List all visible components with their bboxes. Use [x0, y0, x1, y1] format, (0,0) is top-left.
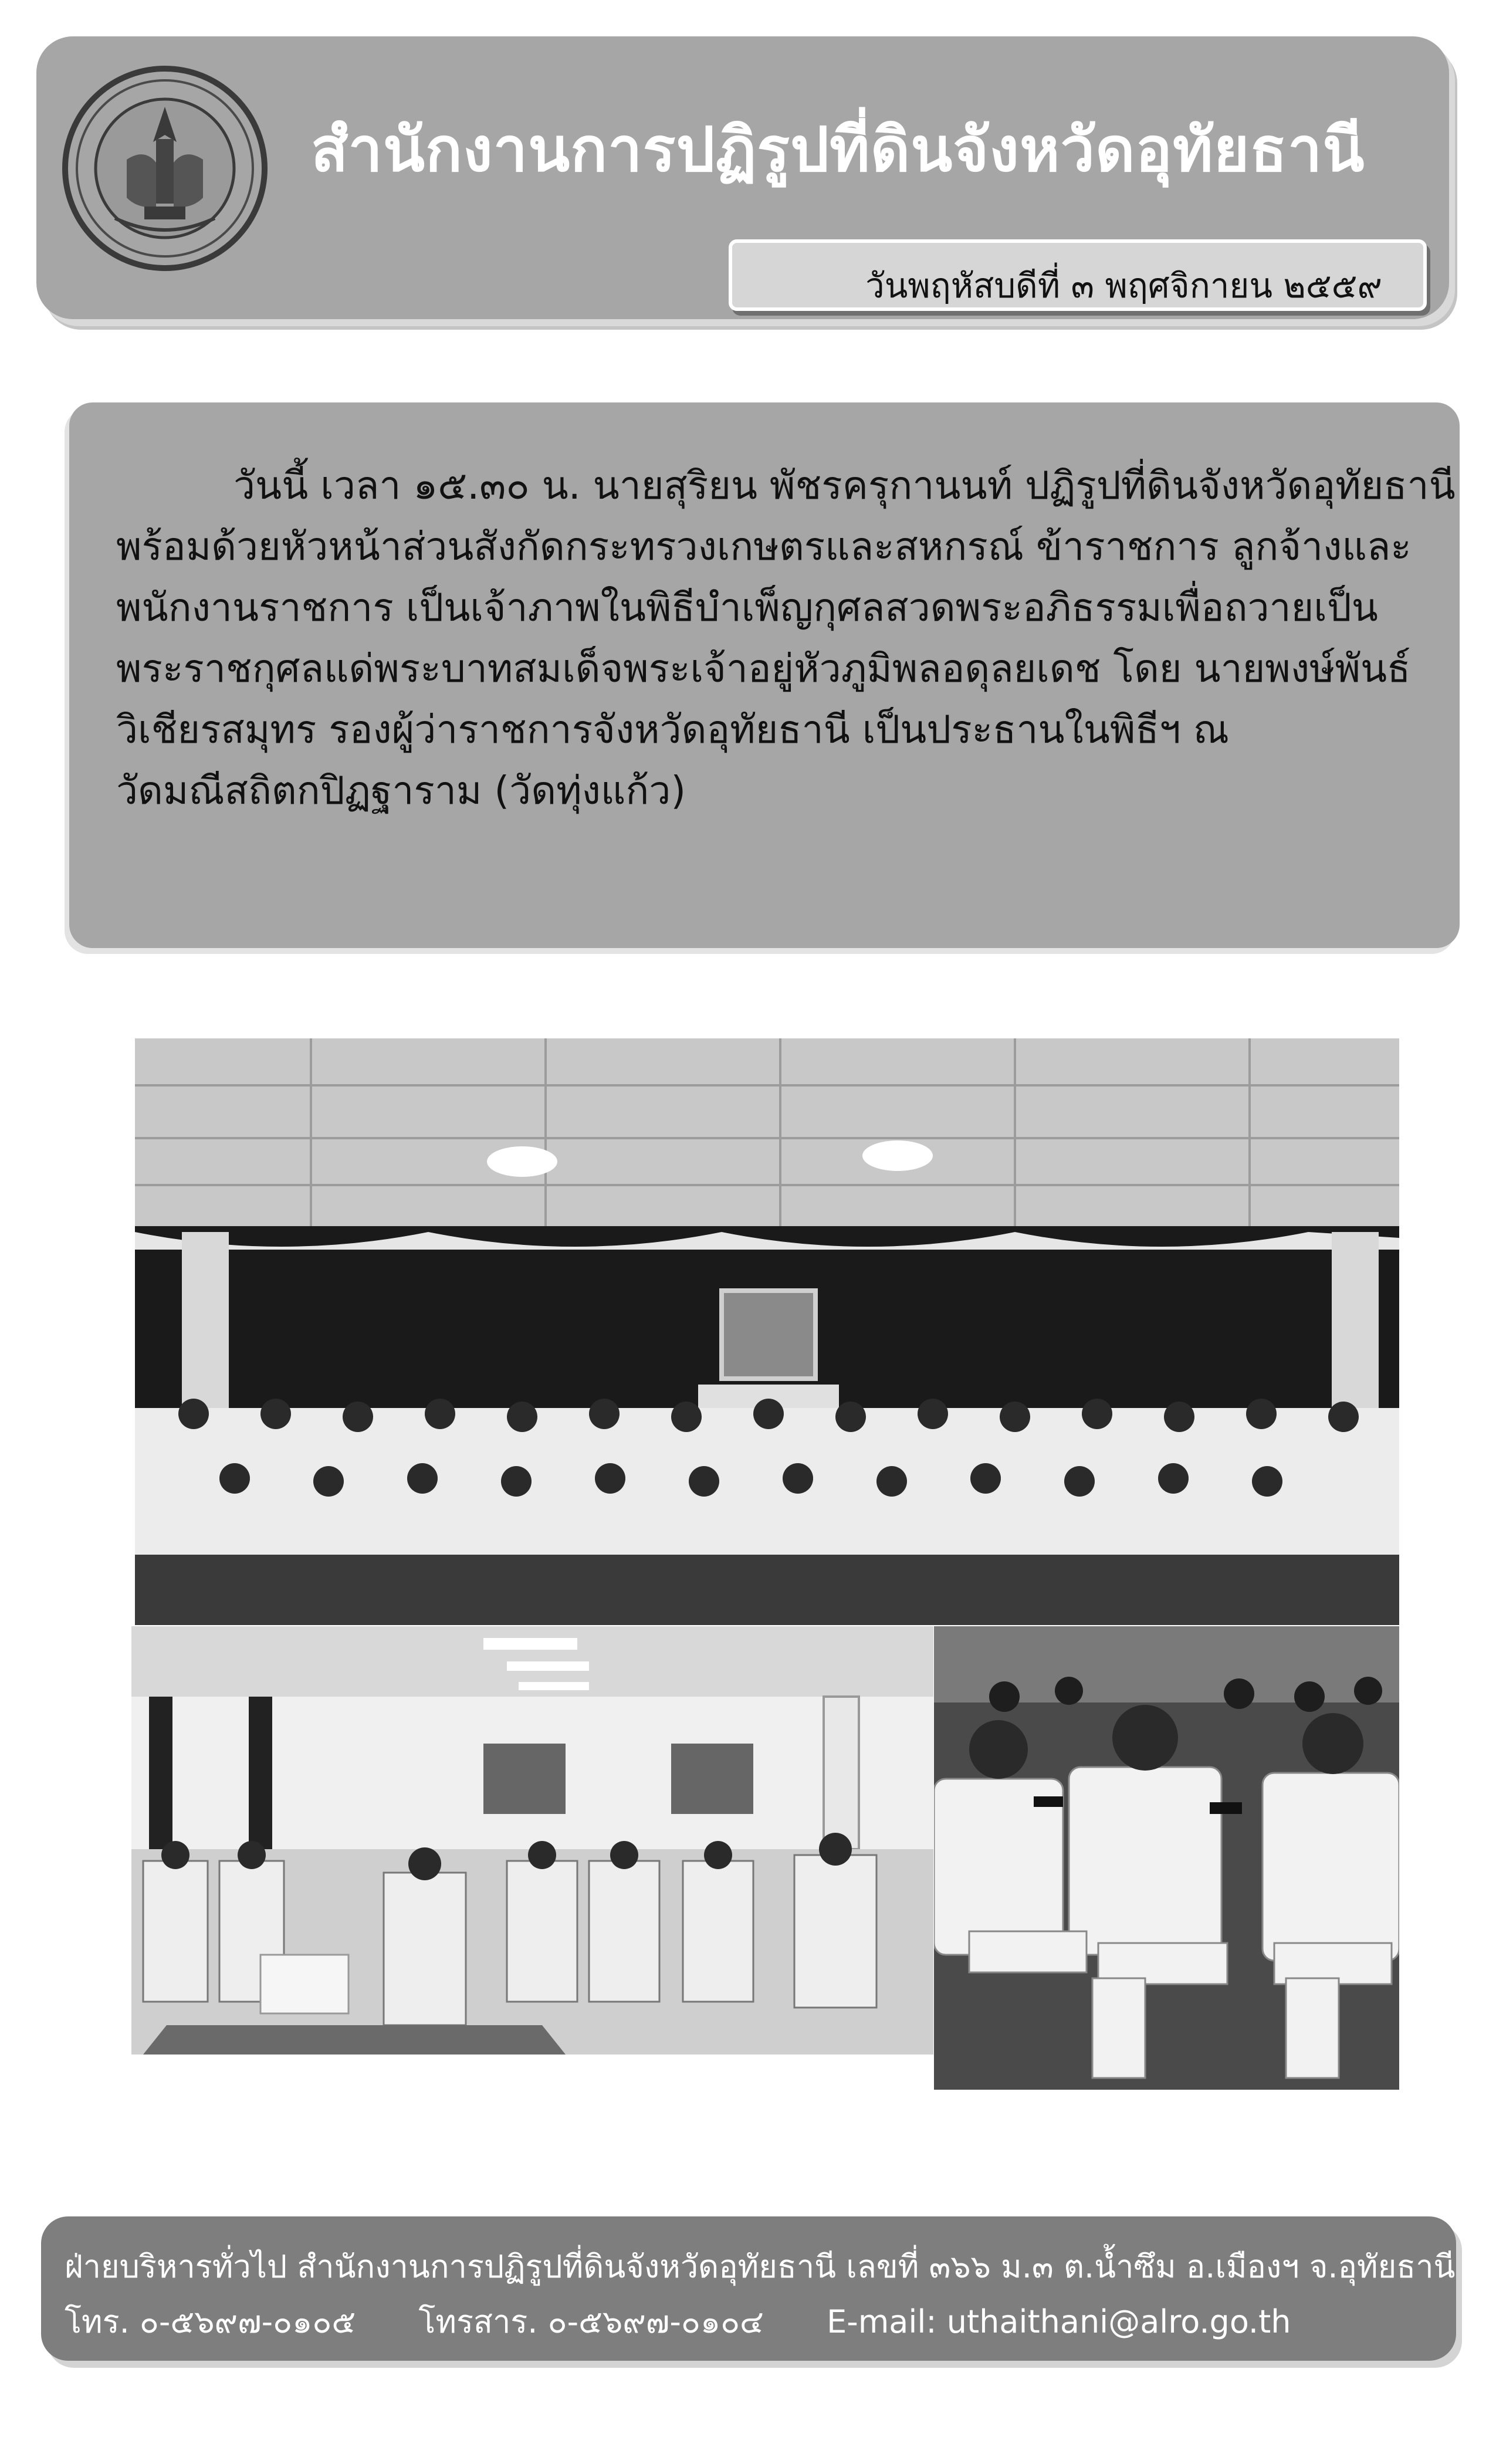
photo-seated-guests — [131, 1626, 933, 2055]
article-line: วันนี้ เวลา ๑๕.๓๐ น. นายสุริยน พัชรครุกานนท์ ปฏิรูปที่ดินจังหวัดอุทัยธานี — [233, 463, 1456, 508]
page-title: สำนักงานการปฏิรูปที่ดินจังหวัดอุทัยธานี — [311, 114, 1365, 185]
footer-phone: โทร. ๐-๕๖๙๗-๐๑๐๕ — [65, 2303, 356, 2340]
article-text — [116, 455, 1456, 821]
footer-address: ฝ่ายบริหารทั่วไป สำนักงานการปฏิรูปที่ดินจังหวัดอุทัยธานี เลขที่ ๓๖๖ ม.๓ ต.น้ำซึม อ.เมืองฯ จ.อุทัยธานี — [65, 2248, 1456, 2285]
date-text: วันพฤหัสบดีที่ ๓ พฤศจิกายน ๒๕๕๙ — [865, 266, 1382, 306]
footer-contact — [41, 2216, 1456, 2361]
date-box — [729, 239, 1427, 311]
photo-group-ceremony — [135, 1038, 1399, 1625]
alro-seal-logo — [56, 60, 273, 277]
article-line: พนักงานราชการ เป็นเจ้าภาพในพิธีบำเพ็ญกุศลสวดพระอภิธรรมเพื่อถวายเป็น — [116, 585, 1378, 630]
article-line: วิเชียรสมุทร รองผู้ว่าราชการจังหวัดอุทัยธานี เป็นประธานในพิธีฯ ณ — [116, 707, 1229, 752]
photo-closeup-guests — [934, 1626, 1399, 2090]
article-line: พร้อมด้วยหัวหน้าส่วนสังกัดกระทรวงเกษตรและสหกรณ์ ข้าราชการ ลูกจ้างและ — [116, 524, 1412, 569]
footer-email[interactable]: E-mail: uthaithani@alro.go.th — [827, 2303, 1291, 2340]
article-line: วัดมณีสถิตกปิฏฐาราม (วัดทุ่งแก้ว) — [116, 768, 686, 813]
footer-contact-line — [65, 2296, 1343, 2347]
article-line: พระราชกุศลแด่พระบาทสมเด็จพระเจ้าอยู่หัวภูมิพลอดุลยเดช โดย นายพงษ์พันธ์ — [116, 646, 1411, 691]
footer-fax: โทรสาร. ๐-๕๖๙๗-๐๑๐๔ — [418, 2303, 764, 2340]
article-panel — [69, 402, 1460, 948]
